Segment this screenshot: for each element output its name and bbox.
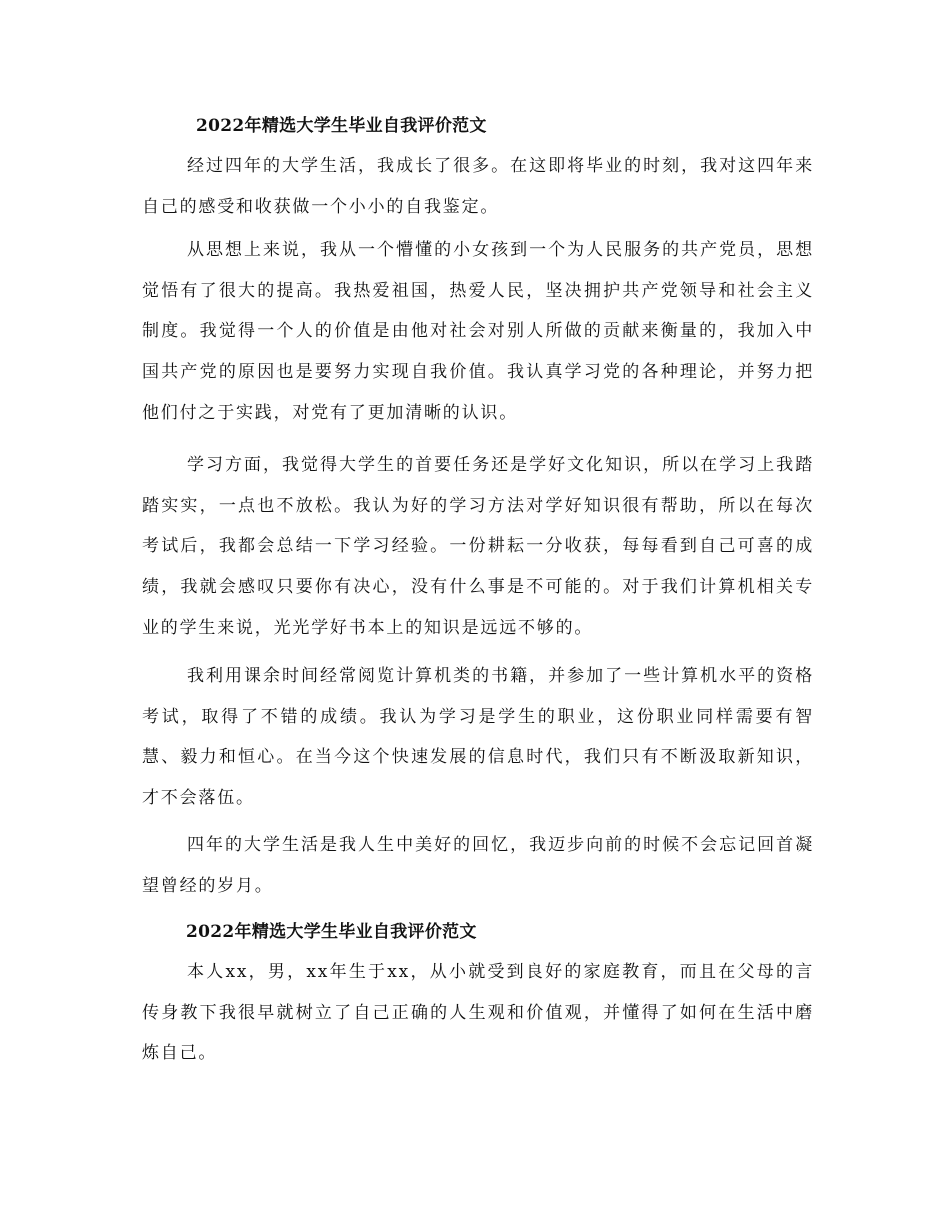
- section-2-paragraph-1: 本人xx，男，xx年生于xx，从小就受到良好的家庭教育，而且在父母的言传身教下我很早就树立了自己正确的人生观和价值观，并懂得了如何在生活中磨炼自己。: [142, 962, 814, 1064]
- section-1-paragraph-2: 从思想上来说，我从一个懵懂的小女孩到一个为人民服务的共产党员，思想觉悟有了很大的提高。我热爱祖国，热爱人民，坚决拥护共产党领导和社会主义制度。我觉得一个人的价值是由他对社会对别人所做的贡献来衡量的，我加入中国共产党的原因也是要努力实现自我价值。我认真学习党的各种理论，并努力把他们付之于实践，对党有了更加清晰的认识。: [142, 240, 814, 423]
- section-1-paragraph-3: 学习方面，我觉得大学生的首要任务还是学好文化知识，所以在学习上我踏踏实实，一点也不放松。我认为好的学习方法对学好知识很有帮助，所以在每次考试后，我都会总结一下学习经验。一份耕耘一分收获，每每看到自己可喜的成绩，我就会感叹只要你有决心，没有什么事是不可能的。对于我们计算机相关专业的学生来说，光光学好书本上的知识是远远不够的。: [142, 455, 814, 638]
- section-1-paragraph-4: 我利用课余时间经常阅览计算机类的书籍，并参加了一些计算机水平的资格考试，取得了不错的成绩。我认为学习是学生的职业，这份职业同样需要有智慧、毅力和恒心。在当今这个快速发展的信息时代，我们只有不断汲取新知识，才不会落伍。: [142, 666, 814, 809]
- section-1-paragraph-5: 四年的大学生活是我人生中美好的回忆，我迈步向前的时候不会忘记回首凝望曾经的岁月。: [142, 835, 814, 896]
- section-2-title: 2022年精选大学生毕业自我评价范文: [186, 922, 477, 942]
- section-1-title: 2022年精选大学生毕业自我评价范文: [196, 116, 487, 136]
- section-1-paragraph-1: 经过四年的大学生活，我成长了很多。在这即将毕业的时刻，我对这四年来自己的感受和收获做一个小小的自我鉴定。: [142, 156, 814, 217]
